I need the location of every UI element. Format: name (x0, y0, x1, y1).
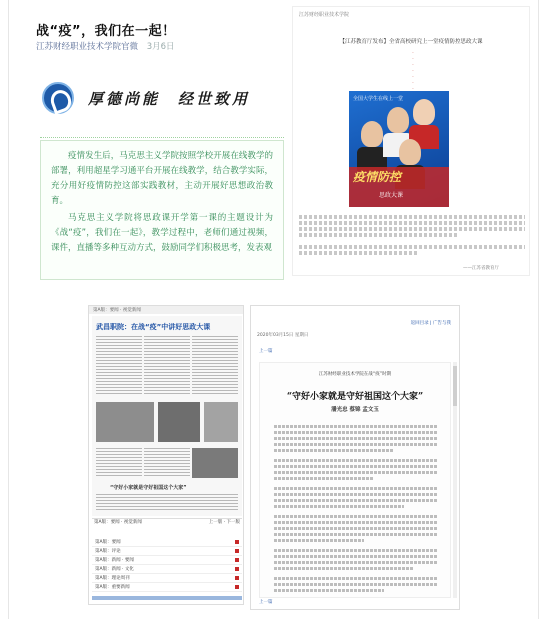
newspaper-footer-bar (92, 596, 242, 600)
newspaper-nav: 第A版：要闻 · 视觉新闻 上一版 · 下一版 (94, 520, 240, 525)
pdf-icon (235, 558, 239, 562)
doc-red-line: · (412, 87, 414, 92)
doc-red-line: · (412, 75, 414, 80)
education-dept-article-image (292, 6, 530, 276)
detail-article (259, 362, 451, 598)
prev-page-link[interactable]: 上一版 (208, 520, 223, 525)
section-item[interactable]: 第A版：理论周刊 (92, 574, 242, 583)
newspaper-article-detail (250, 305, 460, 610)
section-item[interactable]: 第A版：新闻 · 要闻 (92, 556, 242, 565)
intro-text-box (40, 140, 284, 280)
next-page-link[interactable]: 下一版 (226, 520, 240, 525)
doc-footer: ——江苏省教育厅 (463, 266, 499, 271)
newspaper-nav-label: 第A版：要闻 · 视觉新闻 (94, 520, 142, 525)
newspaper-photo (158, 402, 200, 442)
school-logo-icon (42, 82, 74, 114)
newspaper-body (92, 316, 242, 516)
newspaper-header: 第A版：要闻 · 视觉新闻 (89, 306, 243, 314)
poster-top-text: 全国大学生在线上一堂 (353, 96, 404, 102)
newspaper-headline: 武昌职院：在战“疫”中讲好思政大课 (96, 323, 211, 331)
detail-scrollbar[interactable] (453, 362, 457, 598)
intro-paragraph-2: 马克思主义学院将思政课开学第一课的主题设计为《战“疫”，我们在一起》，教学过程中，老师们通过视频，课件，直播等多种互动方式，鼓励同学们积极思考，发表观 (51, 213, 273, 253)
detail-prev-link[interactable]: 上一篇 (259, 349, 273, 354)
detail-headline: “守好小家就是守好祖国这个大家” (286, 392, 424, 402)
poster-sub-text: 思政大课 (379, 192, 404, 199)
doc-red-list (353, 51, 473, 93)
pdf-icon (235, 576, 239, 580)
poster-main-text: 疫情防控 (353, 170, 402, 184)
doc-red-line: · (412, 63, 414, 68)
newspaper-section-list (92, 538, 242, 592)
doc-red-line: · (412, 69, 414, 74)
doc-red-line: · (412, 57, 414, 62)
section-item[interactable]: 第A版：新闻 · 文化 (92, 565, 242, 574)
newspaper-photo (204, 402, 238, 442)
section-item[interactable]: 第A版：评论 (92, 547, 242, 556)
newspaper-photo (192, 448, 238, 478)
doc-red-line: · (412, 51, 414, 56)
intro-paragraph-1: 疫情发生后，马克思主义学院按照学校开展在线教学的部署，利用超星学习通平台开展在线教学，结合教学实际，充分用好疫情防控这部实践教材，主动开展好思想政治教育。 (51, 151, 273, 206)
pdf-icon (235, 540, 239, 544)
section-item[interactable]: 第A版：要闻 (92, 538, 242, 547)
article-title: 战“疫”，我们在一起！ (36, 24, 176, 39)
article-meta (36, 40, 175, 52)
pdf-icon (235, 567, 239, 571)
detail-bottom-prev-link[interactable]: 上一篇 (259, 600, 273, 605)
pdf-icon (235, 585, 239, 589)
detail-date: 2020年03月15日 星期日 (257, 333, 309, 338)
article-date: 3月6日 (146, 42, 175, 52)
school-motto: 厚德尚能 经世致用 (88, 90, 251, 108)
detail-authors: 潘光忠 蔡锦 孟文玉 (331, 407, 379, 413)
section-item[interactable]: 第A版：重要新闻 (92, 583, 242, 592)
pdf-icon (235, 549, 239, 553)
lecture-poster (349, 91, 449, 207)
detail-top-links[interactable]: 返回目录 | 广告与我 (410, 321, 451, 326)
doc-header: 江苏财经职业技术学院 (299, 12, 350, 18)
doc-red-line: · (412, 81, 414, 86)
doc-title: 【江苏教育厅发布】全省高校研究上一堂疫情防控思政大课 (339, 39, 483, 45)
newspaper-page-image (88, 305, 244, 605)
newspaper-subhead: “守好小家就是守好祖国这个大家” (110, 485, 187, 491)
newspaper-photo (96, 402, 154, 442)
article-source-link[interactable]: 江苏财经职业技术学院官微 (36, 42, 139, 52)
detail-kicker: 江苏财经职业技术学院在战“疫”时期 (318, 372, 392, 377)
